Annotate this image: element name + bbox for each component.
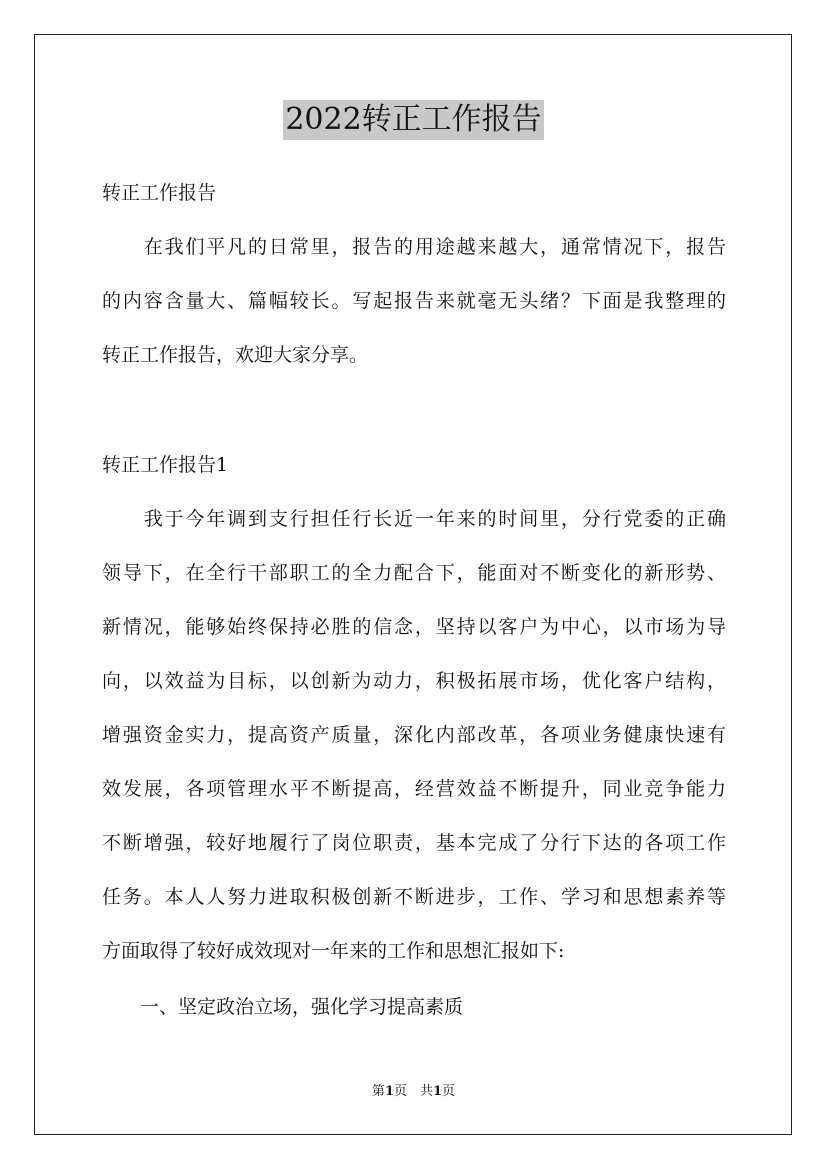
sub-heading xyxy=(102,980,726,1034)
footer-prefix: 第 xyxy=(371,1084,385,1099)
page-footer xyxy=(0,1083,827,1101)
paragraph-line: 不断增强，较好地履行了岗位职责，基本完成了分行下达的各项工作 xyxy=(102,832,726,854)
paragraph-line: 在我们平凡的日常里，报告的用途越来越大，通常情况下，报告 xyxy=(102,236,726,258)
footer-page-total: 1 xyxy=(433,1084,443,1099)
body-paragraph xyxy=(102,492,726,978)
paragraph-line: 方面取得了较好成效现对一年来的工作和思想汇报如下: xyxy=(102,940,565,962)
document-title: 2022转正工作报告 xyxy=(283,100,543,140)
section-heading-text: 转正工作报告1 xyxy=(102,454,229,476)
section-heading xyxy=(102,438,726,492)
subtitle-text: 转正工作报告 xyxy=(102,182,217,204)
paragraph-line: 的内容含量大、篇幅较长。写起报告来就毫无头绪？下面是我整理的 xyxy=(102,290,726,312)
title-wrap xyxy=(0,100,827,140)
paragraph-line: 增强资金实力，提高资产质量，深化内部改革，各项业务健康快速有 xyxy=(102,724,726,746)
intro-paragraph xyxy=(102,220,726,382)
document-subtitle xyxy=(102,166,726,220)
paragraph-line: 转正工作报告，欢迎大家分享。 xyxy=(102,344,369,366)
footer-mid: 页 共 xyxy=(393,1084,433,1099)
paragraph-line: 效发展，各项管理水平不断提高，经营效益不断提升，同业竞争能力 xyxy=(102,778,726,800)
paragraph-line: 我于今年调到支行担任行长近一年来的时间里，分行党委的正确 xyxy=(102,508,726,530)
footer-page-current: 1 xyxy=(384,1084,394,1099)
sub-heading-text: 一、坚定政治立场，强化学习提高素质 xyxy=(102,996,464,1018)
paragraph-line: 新情况，能够始终保持必胜的信念，坚持以客户为中心，以市场为导 xyxy=(102,616,726,638)
paragraph-line: 领导下，在全行干部职工的全力配合下，能面对不断变化的新形势、 xyxy=(102,562,726,584)
paragraph-line: 向，以效益为目标，以创新为动力，积极拓展市场，优化客户结构， xyxy=(102,670,726,692)
paragraph-line: 任务。本人人努力进取积极创新不断进步，工作、学习和思想素养等 xyxy=(102,886,726,908)
footer-suffix: 页 xyxy=(442,1084,456,1099)
